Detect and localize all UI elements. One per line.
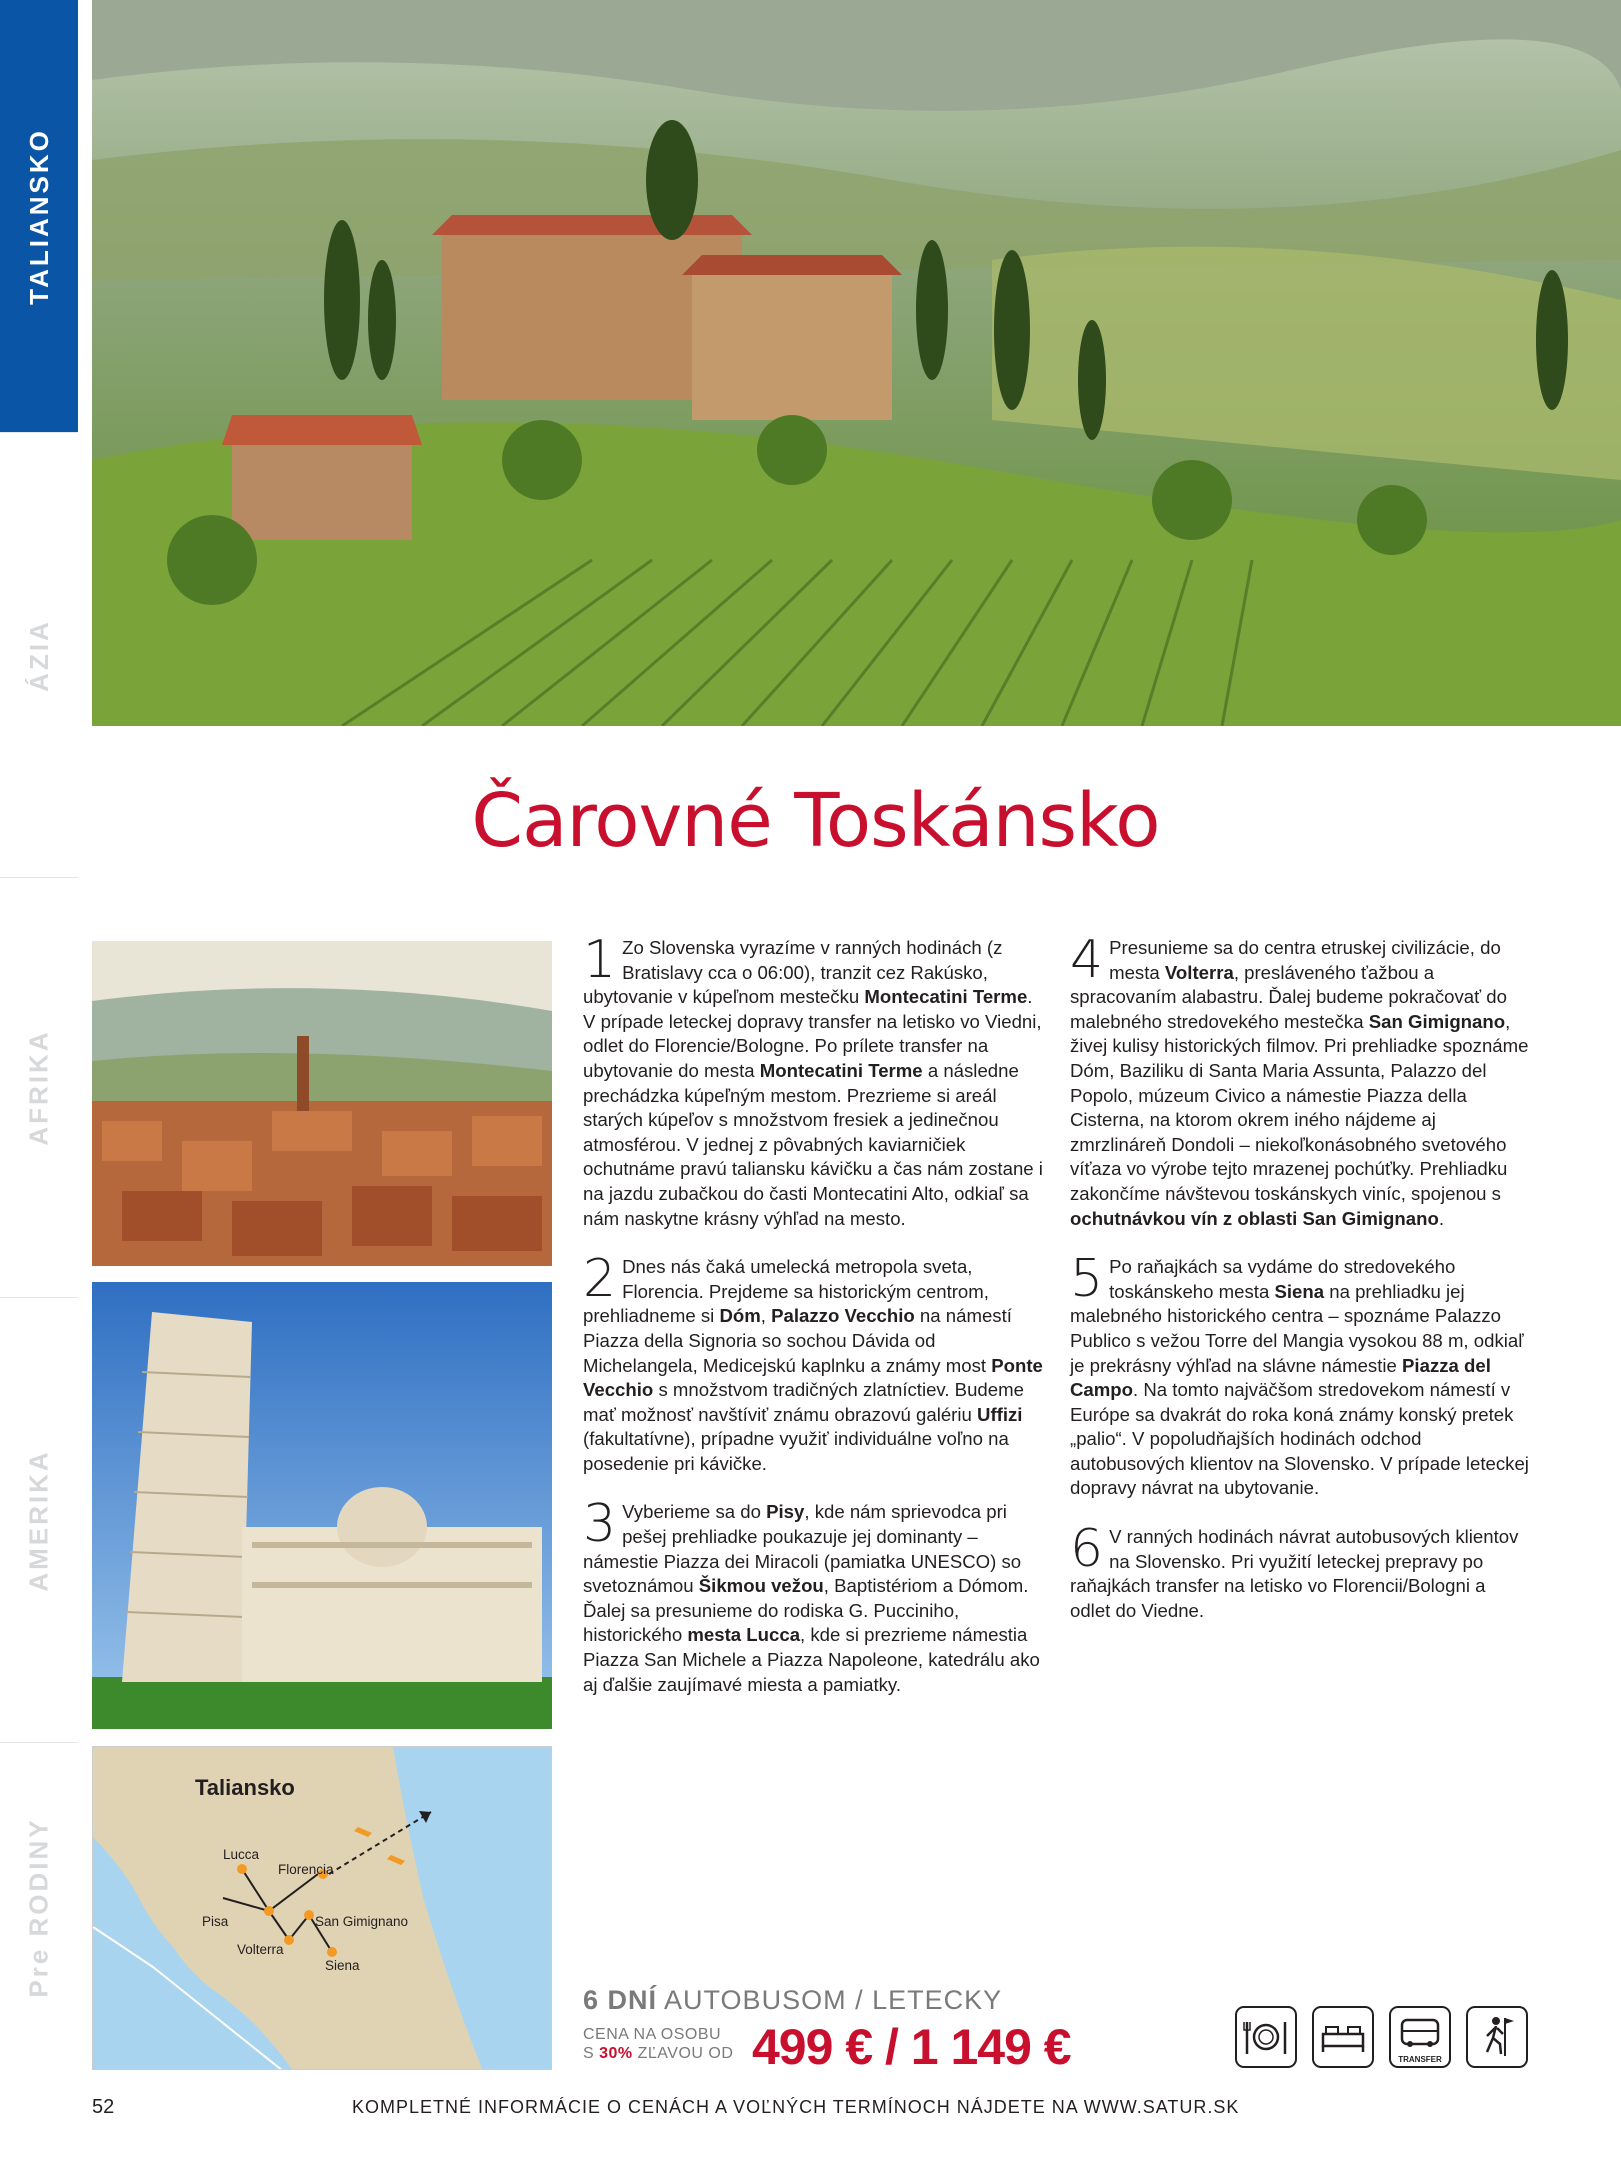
itinerary-column-right	[1070, 930, 1530, 1647]
map-city-lucca: Lucca	[223, 1847, 260, 1862]
service-icons	[1235, 2006, 1528, 2068]
map-city-san-gimignano: San Gimignano	[315, 1914, 409, 1929]
route-map	[92, 1746, 552, 2070]
tab-taliansko[interactable]: TALIANSKO	[0, 0, 78, 432]
price: 499 € / 1 149 €	[752, 2019, 1071, 2075]
tab-afrika[interactable]: AFRIKA	[0, 877, 78, 1297]
tab-azia[interactable]: ÁZIA	[0, 432, 78, 877]
map-city-florencia: Florencia	[278, 1862, 334, 1877]
price-note: CENA NA OSOBU S 30% ZĽAVOU OD	[583, 2026, 734, 2062]
side-tabs	[0, 0, 78, 2160]
sightseeing-icon	[1466, 2006, 1528, 2068]
footer-info: KOMPLETNÉ INFORMÁCIE O CENÁCH A VOĽNÝCH TERMÍNOCH NÁJDETE NA WWW.SATUR.SK	[352, 2097, 1240, 2117]
itinerary-day-4: 4 Presunieme sa do centra etruskej civilizácie, do mesta Volterra, preslávenéh​o ťažbou a spracovaním alabastru. Ďalej budeme pokračovať do malebného stredovekého mestečka San Gimignano, živej kulisy historických filmov. Pri prehliadke spoznáme Dóm, Baziliku di Santa Maria Assunta, Palazzo del Popolo, múzeum Civico a námestie Piazza della Cisterna, na ktorom okrem iného nájdeme aj zmrzlináreň Dondoli – niekoľkonásobného svetového víťaza vo výrobe tejto mrazenej pochúťky. Prehliadku zakončíme návštevou toskánskych viníc, spojenou s ochutnávkou vín z oblasti San Gimignano.	[1070, 930, 1529, 1229]
map-title: Taliansko	[195, 1775, 295, 1800]
map-city-volterra: Volterra	[237, 1942, 284, 1957]
itinerary-day-5: 5 Po raňajkách sa vydáme do stredovekého toskánskeho mesta Siena na prehliadku jej malebného historického centra – spoznáme Palazzo Publico s vežou Torre del Mangia vysokou 88 m, odkiaľ je prekrásny výhľad na slávne námestie Piazza del Campo. Na tomto najväčšom stredovekom námestí v Európe sa dvakrát do roka koná známy konský pretek „palio“. V popoludňajších hodinách odchod autobusových klientov na Slovensko. V prípade leteckej dopravy návrat na ubytovanie.	[1070, 1249, 1529, 1499]
itinerary-day-3: 3 Vyberieme sa do Pisy, kde nám sprievodca pri pešej prehliadke poukazuje jej dominanty – námestie Piazza dei Miracoli (pamiatka UNESCO) so svetoznámou Šikmou vežou, Baptistériom a Dómom. Ďalej sa presunieme do rodiska G. Pucciniho, historického mesta Lucca, kde si prezrieme námestia Piazza San Michele a Piazza Napoleone, katedrálu ako aj ďalšie zaujímavé miesta a pamiatky.	[583, 1494, 1040, 1695]
itinerary-day-6: 6 V ranných hodinách návrat autobusových klientov na Slovensko. Pri využití leteckej prepravy po raňajkách transfer na letisko vo Florencii/Bologni a odlet do Viedne.	[1070, 1519, 1519, 1621]
tab-pre-rodiny[interactable]: Pre RODINY	[0, 1742, 78, 2072]
tab-amerika[interactable]: AMERIKA	[0, 1297, 78, 1742]
itinerary-day-1: 1 Zo Slovenska vyrazíme v ranných hodinách (z Bratislavy cca o 06:00), tranzit cez Rakúsko, ubytovanie v kúpeľnom mestečku Montecatini Terme. V prípade leteckej dopravy transfer na letisko vo Viedni, odlet do Florencie/Bologne. Po prílete transfer na ubytovanie do mesta Montecatini Terme a následne prechádzka kúpeľným mestom. Prezrieme si areál starých kúpeľov s množstvom fresiek a jedinečnou atmosférou. V jednej z pôvabných kaviarničiek ochutnáme pravú taliansku kávičku a čas nám zostane i na jazdu zubačkou do časti Montecatini Alto, odkiaľ sa nám naskytne krásny výhľad na mesto.	[583, 930, 1043, 1229]
accommodation-icon	[1312, 2006, 1374, 2068]
page-number: 52	[92, 2096, 115, 2118]
trip-duration: 6 DNÍ AUTOBUSOM / LETECKY	[583, 1985, 1003, 2015]
photo-siena	[92, 941, 552, 1266]
map-city-siena: Siena	[325, 1958, 360, 1973]
meals-icon	[1235, 2006, 1297, 2068]
itinerary-day-2: 2 Dnes nás čaká umelecká metropola sveta, Florencia. Prejdeme sa historickým centrom, prehliadneme si Dóm, Palazzo Vecchio na námestí Piazza della Signoria so sochou Dávida od Michelangela, Medicejskú kaplnku a známy most Ponte Vecchio s množstvom tradičných zlatníctiev. Budeme mať možnosť navštíviť známu obrazovú galériu Uffizi (fakultatívne), prípadne využiť individuálne voľno na posedenie pri kávičke.	[583, 1249, 1043, 1474]
hero-image-tuscany	[92, 0, 1621, 726]
photo-pisa	[92, 1282, 552, 1729]
itinerary-column-left	[583, 930, 1043, 1721]
transfer-icon: TRANSFER	[1389, 2006, 1451, 2068]
map-city-pisa: Pisa	[202, 1914, 229, 1929]
page-title: Čarovné Toskánsko	[471, 778, 1160, 864]
